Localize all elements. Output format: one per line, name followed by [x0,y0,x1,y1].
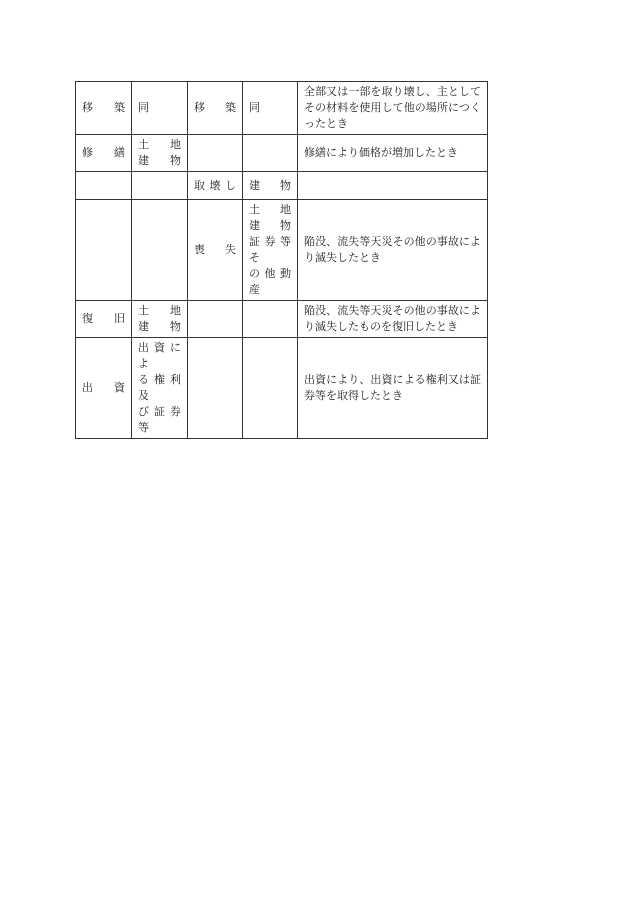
description-text: 修繕により価格が増加したとき [304,146,458,159]
decrease-cause-cell [188,301,243,338]
decrease-cause-cell [188,82,243,135]
asset-change-table [75,81,488,439]
increase-item-text: び証券等 [138,405,181,434]
cause-cell [76,172,132,200]
decrease-item-text: 建 物 [249,219,291,232]
decrease-item-text: の他動産 [249,267,291,296]
cause-cell [76,82,132,135]
decrease-cause-text: 取壊し [194,178,236,192]
cause-text: 復 旧 [82,312,125,325]
increase-item-text: 土 地 [138,304,181,317]
decrease-cause-text: 喪 失 [194,243,236,256]
table-row [76,135,488,172]
description-text: 陥没、流失等天災その他の事故により滅失したものを復旧したとき [304,304,481,333]
decrease-item-cell [243,135,298,172]
description-cell [298,338,488,439]
decrease-item-text: 土 地 [249,203,291,216]
increase-item-cell [132,135,188,172]
cause-cell [76,338,132,439]
decrease-cause-cell [188,338,243,439]
table-row [76,200,488,301]
description-cell [298,200,488,301]
increase-item-text: る権利及 [138,373,181,402]
increase-item-text: 土 地 [138,138,181,151]
decrease-item-cell [243,172,298,200]
increase-item-cell [132,200,188,301]
table-row [76,172,488,200]
decrease-item-text: 同 [249,101,260,114]
decrease-item-cell [243,301,298,338]
cause-text: 出 資 [82,381,125,394]
cause-text: 移 築 [82,101,125,114]
increase-item-text: 建 物 [138,320,181,333]
cause-cell [76,301,132,338]
increase-item-cell [132,301,188,338]
decrease-item-cell [243,200,298,301]
increase-item-text: 建 物 [138,154,181,167]
description-text: 出資により、出資による権利又は証券等を取得したとき [304,373,481,402]
decrease-cause-cell [188,135,243,172]
description-cell [298,172,488,200]
description-text: 全部又は一部を取り壊し、主としてその材料を使用して他の場所につくったとき [304,85,481,130]
description-cell [298,135,488,172]
cause-cell [76,200,132,301]
table-row [76,301,488,338]
increase-item-text: 出資によ [138,341,181,370]
table-row [76,82,488,135]
decrease-item-cell [243,82,298,135]
description-cell [298,82,488,135]
decrease-cause-cell [188,172,243,200]
cause-text: 修 繕 [82,146,125,159]
table-row [76,338,488,439]
cause-cell [76,135,132,172]
decrease-cause-cell [188,200,243,301]
increase-item-cell [132,82,188,135]
decrease-cause-text: 移 築 [194,101,236,114]
decrease-item-text: 証券等そ [249,235,291,264]
increase-item-cell [132,338,188,439]
description-cell [298,301,488,338]
decrease-item-cell [243,338,298,439]
increase-item-cell [132,172,188,200]
decrease-item-text: 建 物 [249,178,291,192]
description-text: 陥没、流失等天災その他の事故により滅失したとき [304,235,481,264]
increase-item-text: 同 [138,101,149,114]
